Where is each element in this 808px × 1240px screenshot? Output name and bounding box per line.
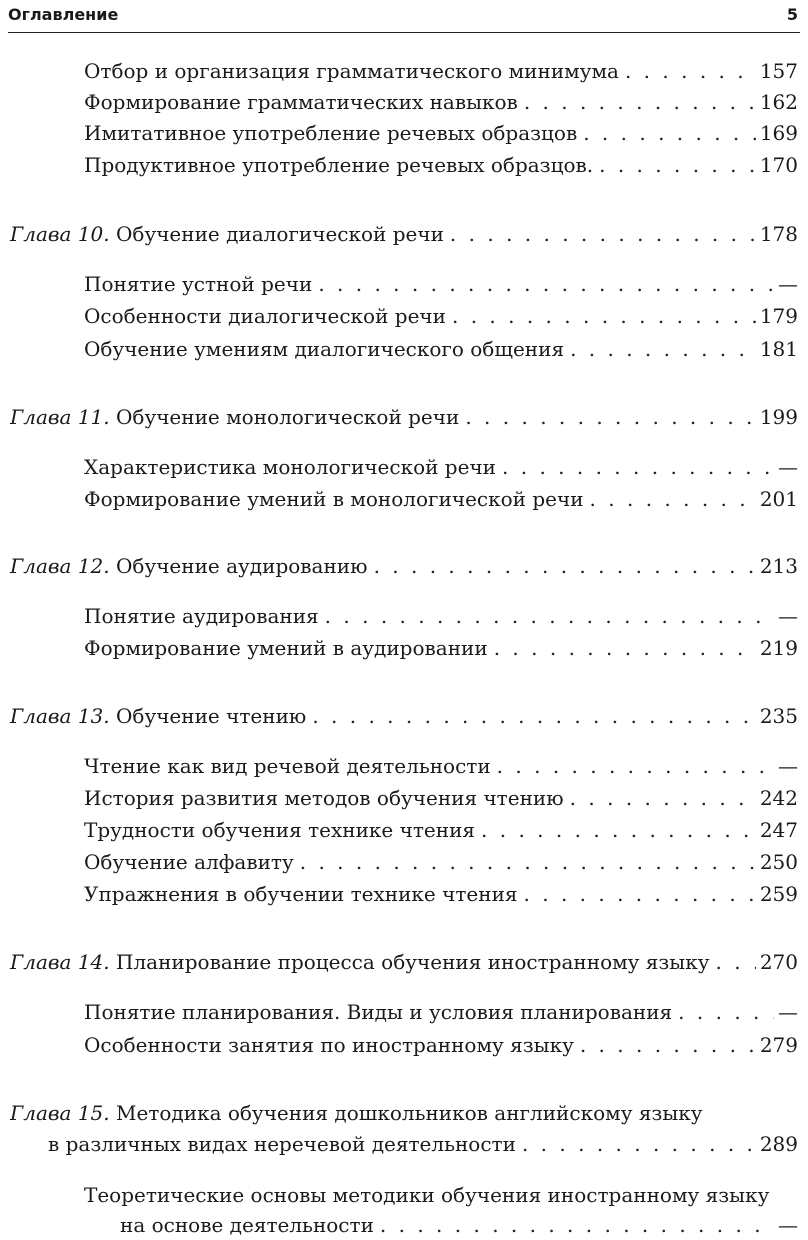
toc-entry-title: Отбор и организация грамматического минимума <box>84 59 619 83</box>
dot-leader <box>502 452 774 482</box>
dot-leader <box>325 601 774 631</box>
running-head-title: Оглавление <box>8 5 119 24</box>
toc-entry[interactable] <box>84 1030 798 1060</box>
dot-leader <box>580 1030 756 1060</box>
dot-leader <box>465 402 755 432</box>
toc-entry[interactable] <box>84 751 798 781</box>
toc-entry-page: 201 <box>759 487 798 511</box>
toc-entry-page: — <box>778 1000 798 1024</box>
toc-entry-title: Характеристика монологической речи <box>84 455 497 479</box>
toc-entry-title-continued: на основе деятельности <box>120 1213 374 1237</box>
toc-entry-title: Формирование умений в монологической речи <box>84 487 584 511</box>
toc-entry-page: 247 <box>759 818 798 842</box>
toc-entry[interactable] <box>84 601 798 631</box>
toc-entry-page: 250 <box>759 850 798 874</box>
toc-entry[interactable] <box>84 997 798 1027</box>
dot-leader <box>583 118 756 148</box>
chapter-title: Методика обучения дошкольников английскому языку <box>116 1101 703 1125</box>
chapter-title: Планирование процесса обучения иностранному языку <box>116 950 710 974</box>
toc-entry[interactable] <box>84 87 798 117</box>
dot-leader <box>300 847 756 877</box>
chapter-label: Глава 15. <box>10 1101 110 1125</box>
toc-entry-page: 181 <box>759 337 798 361</box>
toc-entry[interactable] <box>84 452 798 482</box>
dot-leader <box>524 87 756 117</box>
toc-entry-title: Понятие аудирования <box>84 604 319 628</box>
dot-leader <box>374 551 756 581</box>
toc-entry[interactable] <box>84 783 798 813</box>
toc-entry[interactable] <box>84 301 798 331</box>
toc-entry[interactable] <box>84 484 798 514</box>
toc-entry-title: Особенности диалогической речи <box>84 304 446 328</box>
dot-leader <box>599 150 756 180</box>
dot-leader <box>481 815 756 845</box>
dot-leader <box>570 334 756 364</box>
toc-entry-title: Чтение как вид речевой деятельности <box>84 754 491 778</box>
dot-leader <box>625 56 756 86</box>
chapter-page: 235 <box>759 704 798 728</box>
toc-chapter-line1[interactable] <box>10 1098 703 1128</box>
toc-entry-page: 170 <box>759 153 798 177</box>
dot-leader <box>312 701 756 731</box>
toc-chapter[interactable] <box>10 701 798 731</box>
toc-entry-page: 279 <box>759 1033 798 1057</box>
toc-entry-title: Обучение умениям диалогического общения <box>84 337 565 361</box>
toc-entry-page: 179 <box>759 304 798 328</box>
chapter-label: Глава 14. <box>10 950 110 974</box>
dot-leader <box>524 879 756 909</box>
dot-leader <box>497 751 774 781</box>
toc-entry-page: 259 <box>759 882 798 906</box>
dot-leader <box>380 1210 774 1240</box>
toc-entry-page: — <box>778 604 798 628</box>
chapter-page: 213 <box>759 554 798 578</box>
toc-entry[interactable] <box>84 334 798 364</box>
chapter-title: Обучение монологической речи <box>116 405 460 429</box>
dot-leader <box>522 1129 756 1159</box>
toc-chapter[interactable] <box>10 551 798 581</box>
toc-entry-title: Трудности обучения технике чтения <box>84 818 476 842</box>
toc-entry-title: Продуктивное употребление речевых образцов. <box>84 153 594 177</box>
dot-leader <box>716 947 756 977</box>
toc-entry-title: Понятие планирования. Виды и условия планирования <box>84 1000 673 1024</box>
dot-leader <box>570 783 756 813</box>
toc-chapter-line2[interactable] <box>48 1129 798 1159</box>
toc-entry-page: — <box>778 455 798 479</box>
chapter-label: Глава 13. <box>10 704 110 728</box>
page-number: 5 <box>786 5 798 24</box>
toc-entry-title: Формирование грамматических навыков <box>84 90 518 114</box>
chapter-page: 289 <box>759 1132 798 1156</box>
dot-leader <box>450 219 756 249</box>
toc-entry-page: 157 <box>759 59 798 83</box>
toc-entry-title: Теоретические основы методики обучения иностранному языку <box>84 1183 770 1207</box>
toc-entry-title: Формирование умений в аудировании <box>84 636 488 660</box>
toc-entry[interactable] <box>84 815 798 845</box>
chapter-title: Обучение аудированию <box>116 554 368 578</box>
toc-entry-page: 219 <box>759 636 798 660</box>
toc-entry[interactable] <box>84 56 798 86</box>
chapter-title-continued: в различных видах неречевой деятельности <box>48 1132 516 1156</box>
toc-entry[interactable] <box>84 269 798 299</box>
toc-entry-title: Особенности занятия по иностранному языку <box>84 1033 574 1057</box>
dot-leader <box>452 301 756 331</box>
toc-entry[interactable] <box>84 633 798 663</box>
toc-chapter[interactable] <box>10 219 798 249</box>
toc-entry-line2[interactable] <box>120 1210 798 1240</box>
toc-entry-page: — <box>778 1213 798 1237</box>
toc-entry-title: Обучение алфавиту <box>84 850 294 874</box>
toc-entry-page: — <box>778 754 798 778</box>
toc-entry-title: Понятие устной речи <box>84 272 313 296</box>
dot-leader <box>494 633 756 663</box>
toc-entry-title: Имитативное употребление речевых образцов <box>84 121 578 145</box>
toc-entry[interactable] <box>84 847 798 877</box>
toc-entry-page: 169 <box>759 121 798 145</box>
chapter-page: 178 <box>759 222 798 246</box>
toc-entry-title: История развития методов обучения чтению <box>84 786 564 810</box>
chapter-page: 199 <box>759 405 798 429</box>
chapter-label: Глава 10. <box>10 222 110 246</box>
toc-entry-title: Упражнения в обучении технике чтения <box>84 882 518 906</box>
chapter-label: Глава 11. <box>10 405 110 429</box>
toc-entry-page: 242 <box>759 786 798 810</box>
toc-entry-page: — <box>778 272 798 296</box>
dot-leader <box>590 484 756 514</box>
toc-chapter[interactable] <box>10 947 798 977</box>
chapter-page: 270 <box>759 950 798 974</box>
chapter-title: Обучение диалогической речи <box>116 222 444 246</box>
chapter-title: Обучение чтению <box>116 704 307 728</box>
toc-entry-page: 162 <box>759 90 798 114</box>
toc-entry[interactable] <box>84 118 798 148</box>
header-rule <box>8 32 800 33</box>
chapter-label: Глава 12. <box>10 554 110 578</box>
toc-chapter[interactable] <box>10 402 798 432</box>
running-head <box>8 2 798 32</box>
toc-entry-line1[interactable] <box>84 1180 769 1210</box>
toc-entry[interactable] <box>84 150 798 180</box>
dot-leader <box>678 997 774 1027</box>
dot-leader <box>318 269 774 299</box>
toc-entry[interactable] <box>84 879 798 909</box>
